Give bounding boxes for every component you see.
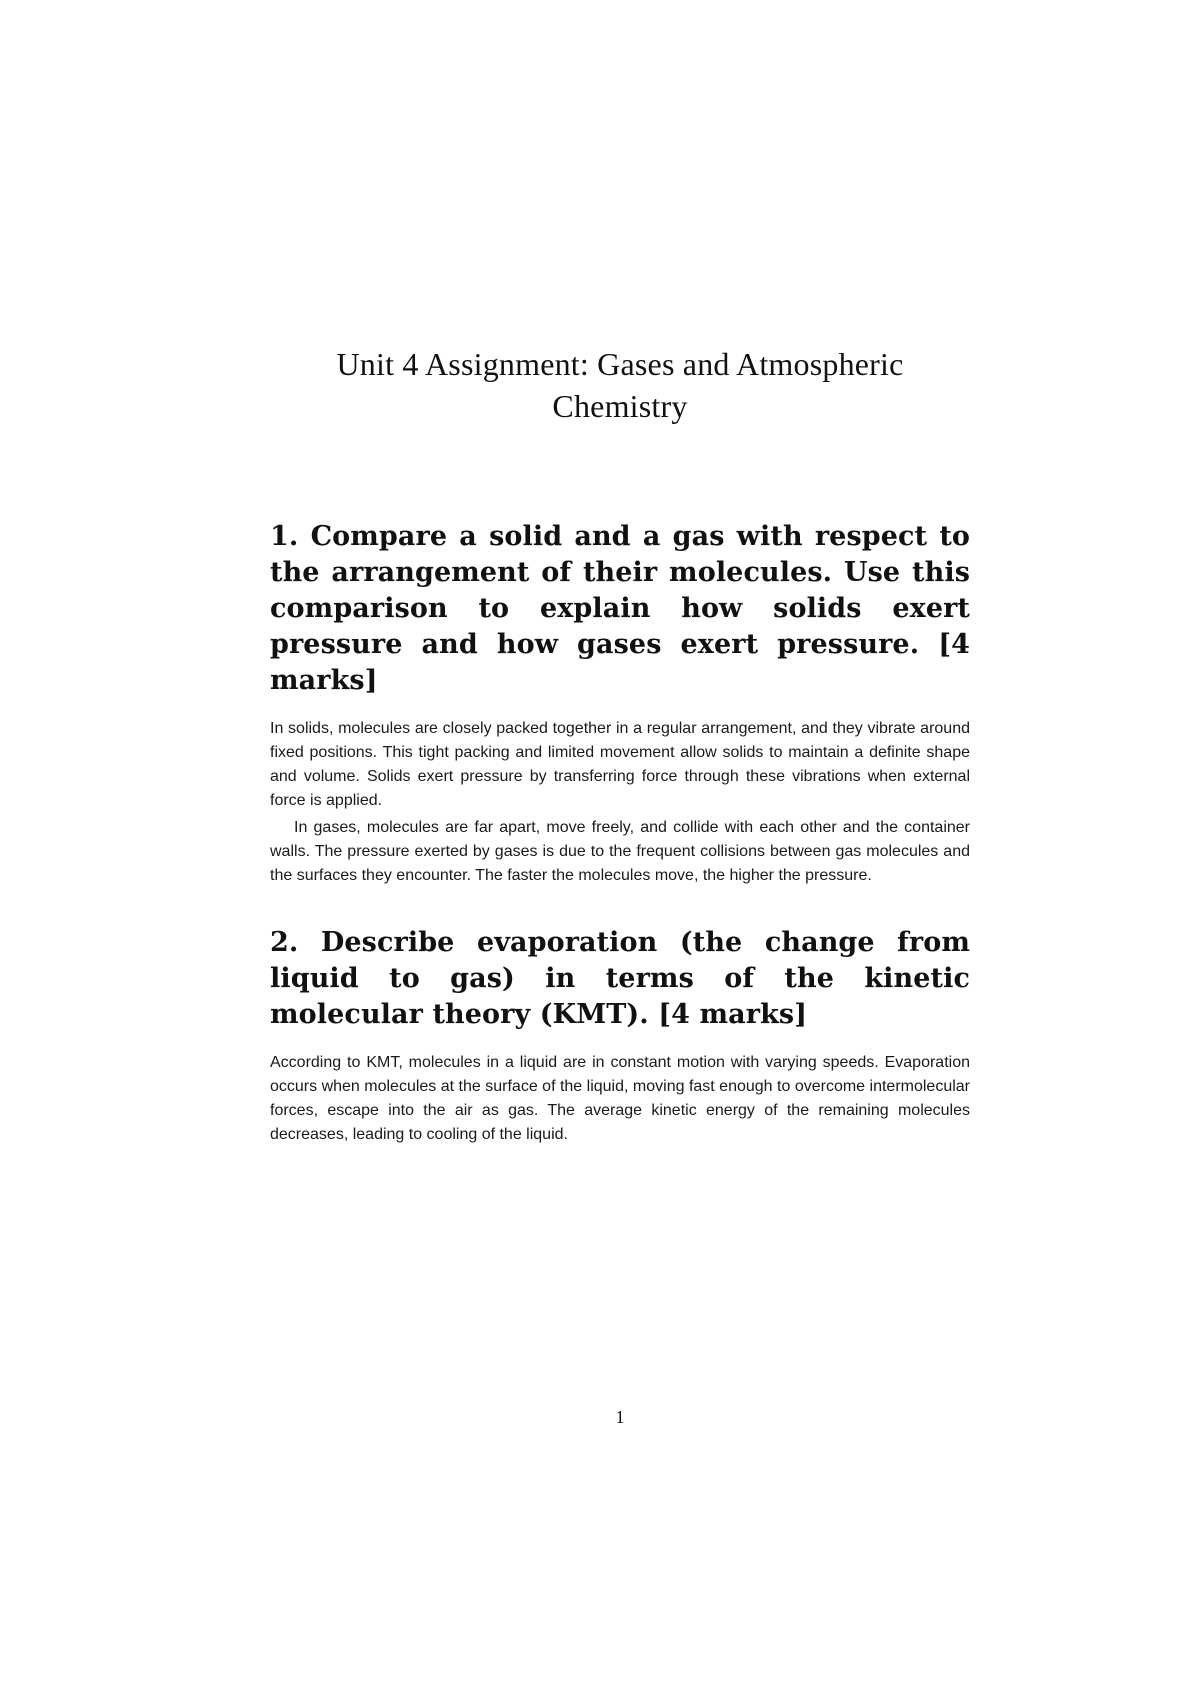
page-number: 1 [615, 1407, 625, 1427]
assignment-content [270, 519, 970, 1147]
question-2-answer [270, 1051, 970, 1147]
answer-paragraph-solids: In solids, molecules are closely packed together in a regular arrangement, and they vibrate around fixed positions. This tight packing and limited movement allow solids to maintain a definite shape and volume. Solids exert pressure by transferring force through these vibrations when external force is applied. [270, 720, 970, 809]
question-1-prompt: 1. Compare a solid and a gas with respect to the arrangement of their molecules. Use this comparison to explain how solids exert pressure and how gases exert pressure. [4 marks] [270, 521, 970, 696]
document-title: Unit 4 Assignment: Gases and Atmospheric Chemistry [336, 346, 904, 425]
question-1-section [270, 519, 970, 888]
question-1-answer [270, 717, 970, 888]
answer-paragraph-gases: In gases, molecules are far apart, move freely, and collide with each other and the container walls. The pressure exerted by gases is due to the frequent collisions between gas molecules and the surfaces they encounter. The faster the molecules move, the higher the pressure. [270, 819, 970, 884]
question-2-section [270, 925, 970, 1147]
answer-paragraph-evaporation: According to KMT, molecules in a liquid are in constant motion with varying speeds. Evaporation occurs when molecules at the surface of the liquid, moving fast enough to overcome intermolecular forces, escape into the air as gas. The average kinetic energy of the remaining molecules decreases, leading to cooling of the liquid. [270, 1054, 970, 1143]
question-2-prompt: 2. Describe evaporation (the change from liquid to gas) in terms of the kinetic molecular theory (KMT). [4 marks] [270, 927, 970, 1030]
